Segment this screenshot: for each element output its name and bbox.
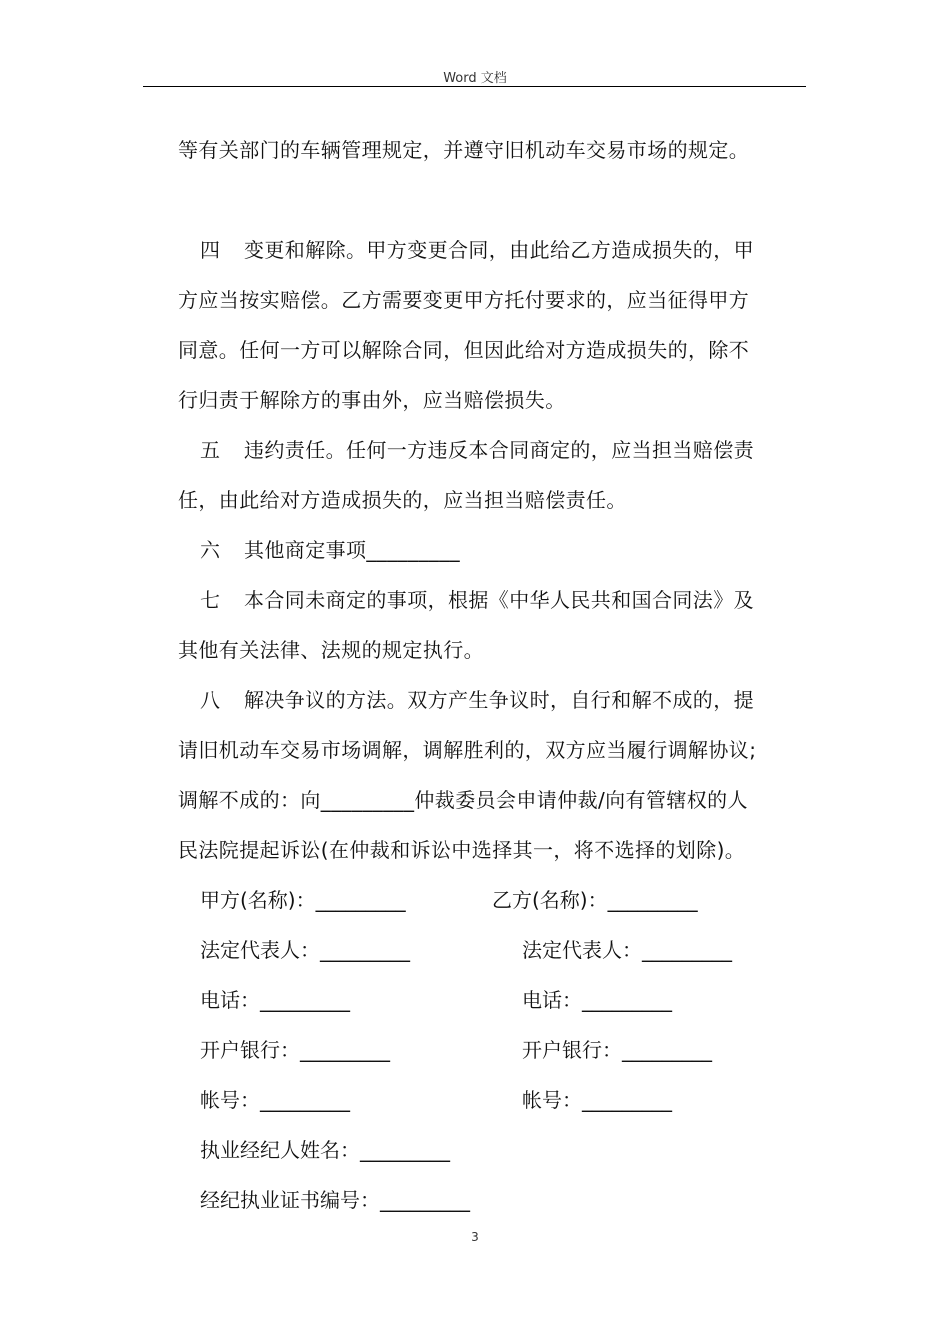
- party-a-account-field: 帐号：_________: [200, 1088, 350, 1112]
- broker-name-field: 执业经纪人姓名：_________: [200, 1138, 450, 1162]
- section-5-line-1: [200, 436, 754, 464]
- section-4-line-3: 同意。任何一方可以解除合同，但因此给对方造成损失的，除不: [178, 338, 750, 362]
- party-a-bank-field: 开户银行：_________: [200, 1038, 390, 1062]
- section-6-number: 六: [200, 538, 221, 562]
- section-7-line-1: [200, 586, 754, 614]
- section-8-line-2: 请旧机动车交易市场调解，调解胜利的，双方应当履行调解协议;: [178, 738, 757, 762]
- section-8-text: 解决争议的方法。双方产生争议时，自行和解不成的，提: [244, 688, 754, 712]
- section-6-line-1: [200, 536, 460, 564]
- section-7-line-2: 其他有关法律、法规的规定执行。: [178, 638, 484, 662]
- section-5-number: 五: [200, 438, 221, 462]
- broker-certificate-field: 经纪执业证书编号：_________: [200, 1188, 470, 1212]
- party-a-phone-field: 电话：_________: [200, 988, 350, 1012]
- section-4-text: 变更和解除。甲方变更合同，由此给乙方造成损失的，甲: [244, 238, 754, 262]
- section-8-number: 八: [200, 688, 221, 712]
- page-number: 3: [471, 1230, 479, 1244]
- document-header-title: Word 文档: [443, 71, 507, 86]
- section-6-text: 其他商定事项_________: [244, 538, 460, 562]
- party-b-phone-field: 电话：_________: [522, 988, 672, 1012]
- section-7-text: 本合同未商定的事项，根据《中华人民共和国合同法》及: [244, 588, 754, 612]
- section-5-text: 违约责任。任何一方违反本合同商定的，应当担当赔偿责: [244, 438, 754, 462]
- header-divider: [143, 86, 806, 87]
- party-a-name-field: 甲方(名称)：_________: [200, 888, 406, 912]
- section-7-number: 七: [200, 588, 221, 612]
- party-b-name-field: 乙方(名称)：_________: [492, 888, 698, 912]
- party-b-account-field: 帐号：_________: [522, 1088, 672, 1112]
- party-a-representative-field: 法定代表人：_________: [200, 938, 410, 962]
- section-4-line-1: [200, 236, 754, 264]
- paragraph-line: 等有关部门的车辆管理规定，并遵守旧机动车交易市场的规定。: [178, 138, 750, 162]
- section-4-line-4: 行归责于解除方的事由外，应当赔偿损失。: [178, 388, 566, 412]
- section-8-line-3: 调解不成的：向_________仲裁委员会申请仲裁/向有管辖权的人: [178, 788, 748, 812]
- section-5-line-2: 任，由此给对方造成损失的，应当担当赔偿责任。: [178, 488, 627, 512]
- party-b-bank-field: 开户银行：_________: [522, 1038, 712, 1062]
- section-8-line-4: 民法院提起诉讼(在仲裁和诉讼中选择其一，将不选择的划除)。: [178, 838, 746, 862]
- party-b-representative-field: 法定代表人：_________: [522, 938, 732, 962]
- section-8-line-1: [200, 686, 754, 714]
- section-4-number: 四: [200, 238, 221, 262]
- section-4-line-2: 方应当按实赔偿。乙方需要变更甲方托付要求的，应当征得甲方: [178, 288, 750, 312]
